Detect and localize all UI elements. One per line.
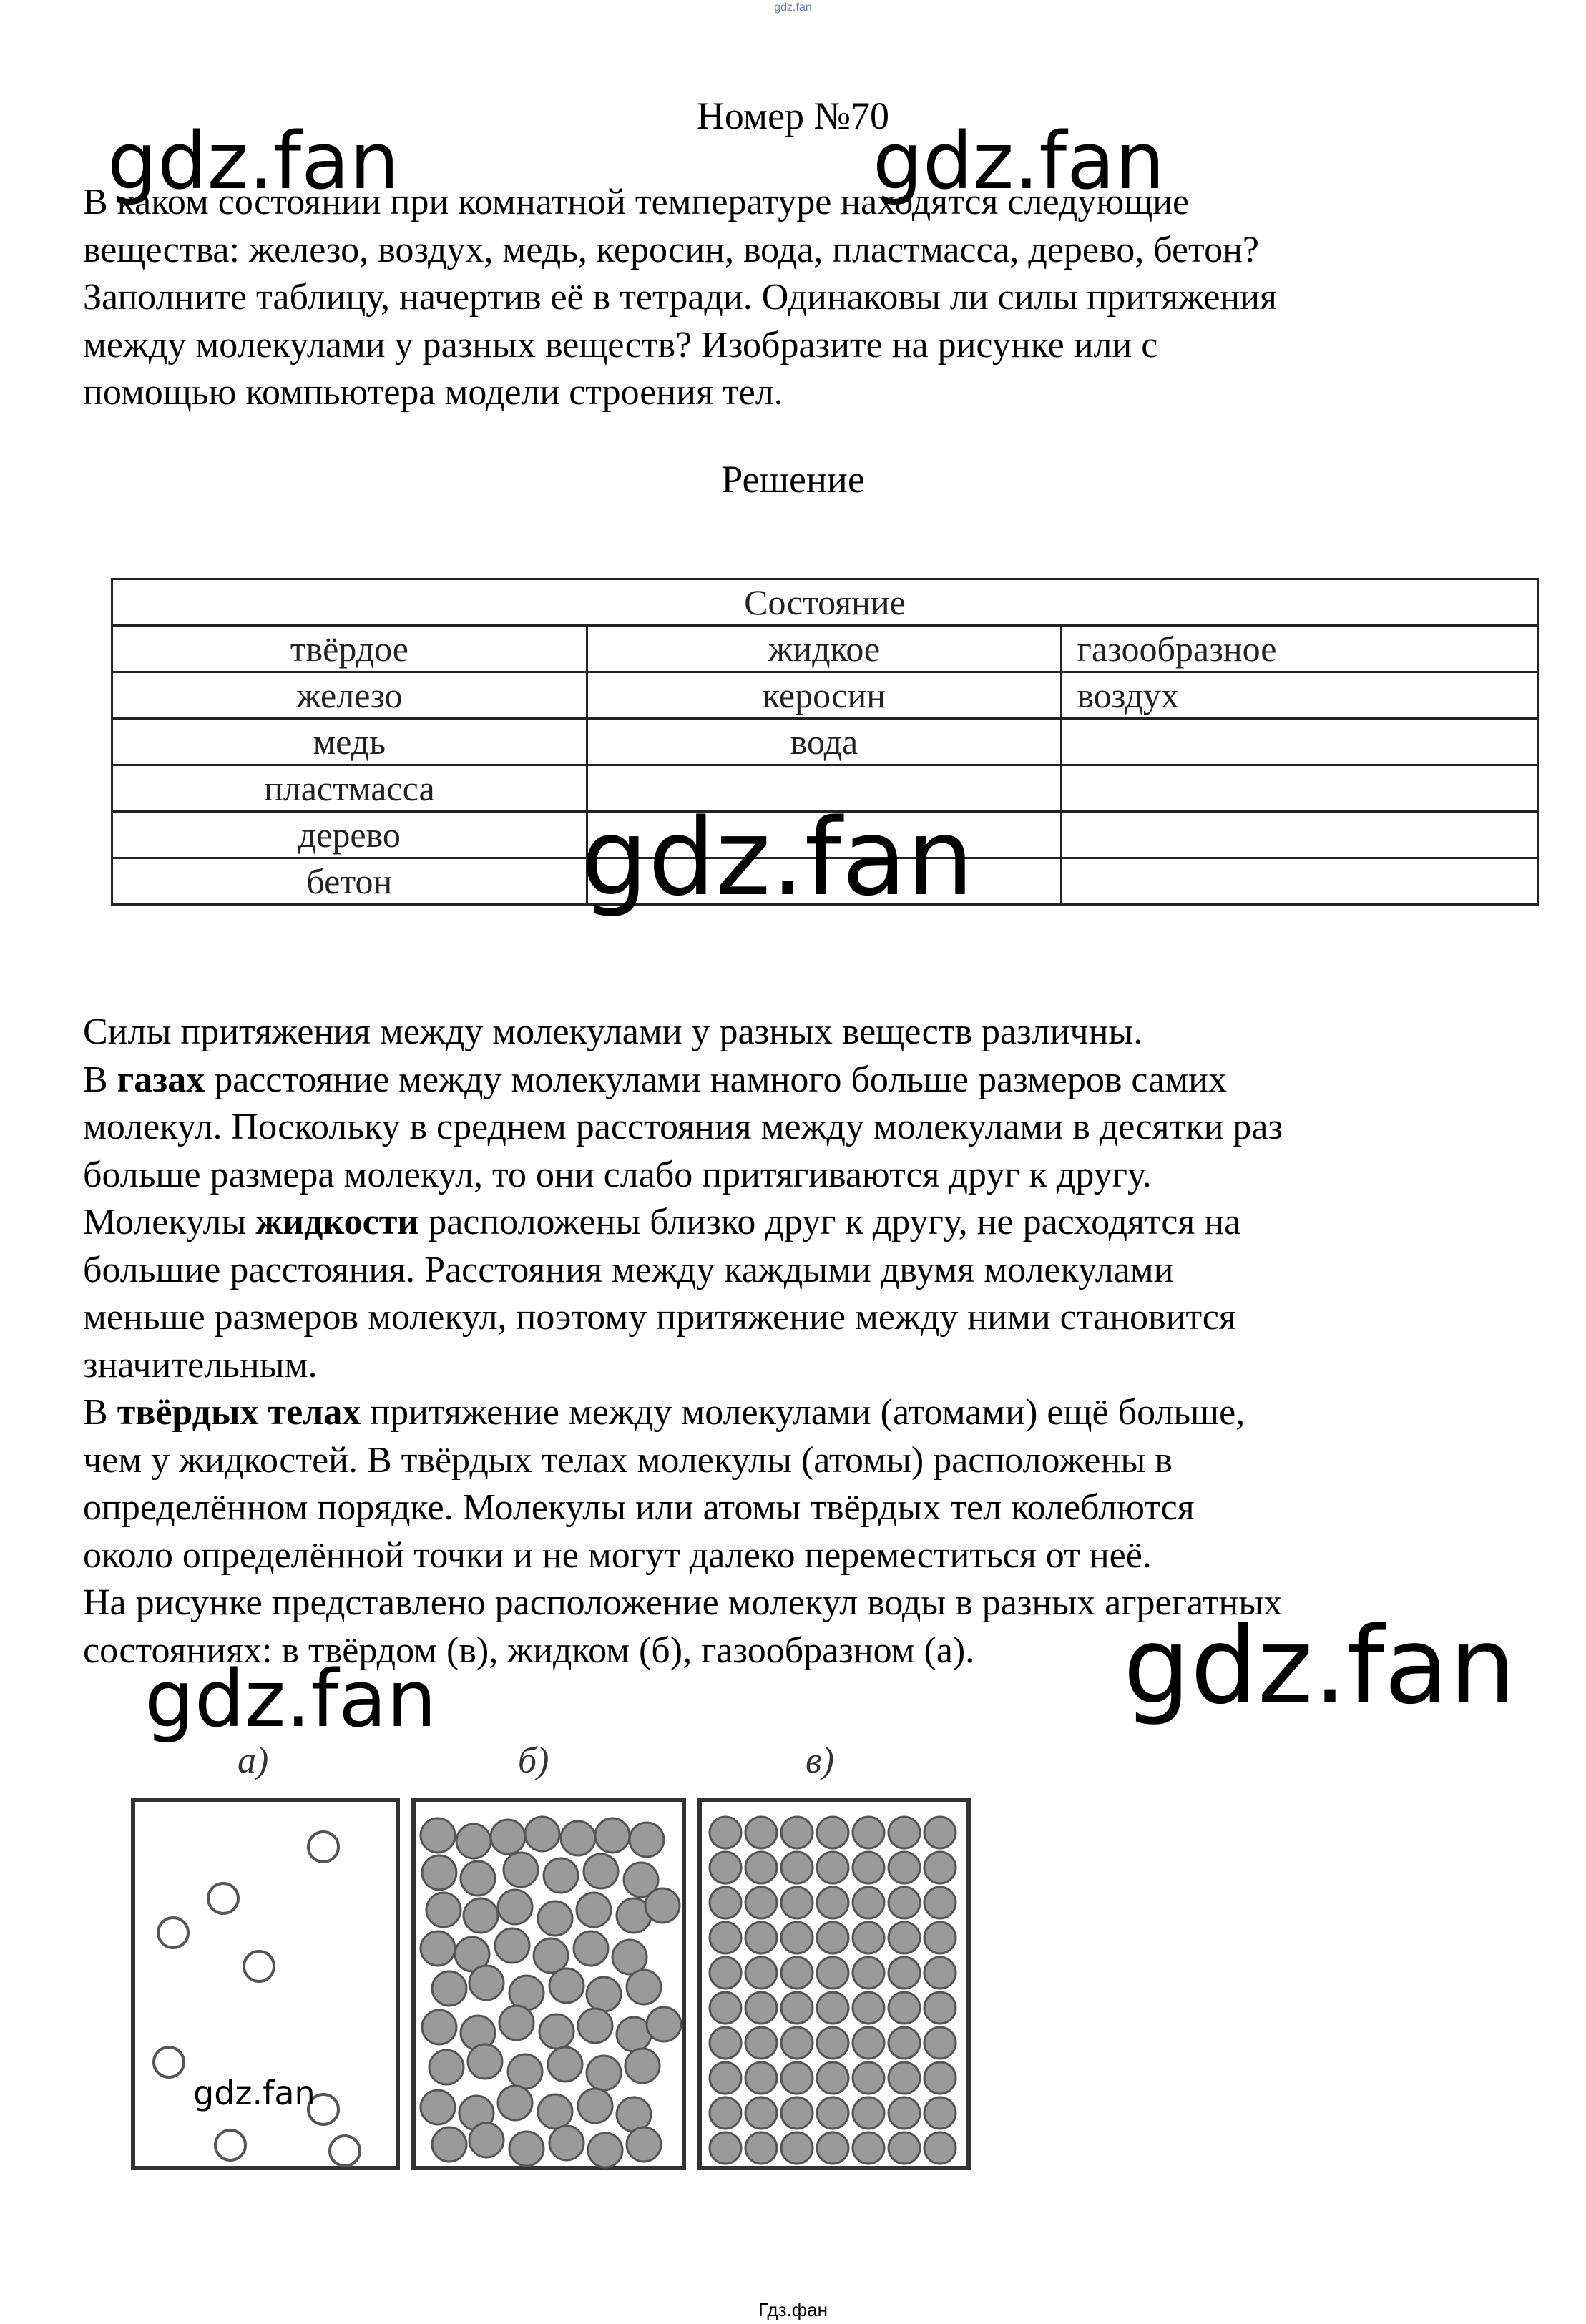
molecule: [781, 1992, 813, 2024]
molecule: [710, 1922, 741, 1953]
molecule: [781, 1887, 813, 1918]
molecule: [208, 1883, 238, 1913]
molecule: [627, 2127, 661, 2162]
molecule: [781, 2132, 813, 2164]
molecule: [817, 1817, 848, 1848]
molecule: [781, 2062, 813, 2094]
molecule: [889, 1992, 920, 2024]
top-watermark: gdz.fan: [774, 1, 812, 14]
table-row: [112, 672, 1538, 719]
molecule: [538, 1901, 572, 1936]
task-line: между молекулами у разных веществ? Изобразите на рисунке или с: [83, 324, 1158, 366]
table-cell: дерево: [112, 812, 587, 858]
solution-heading: Решение: [721, 458, 865, 501]
molecule: [495, 1928, 529, 1963]
molecule: [817, 2062, 848, 2094]
bottom-watermark: Гдз.фан: [758, 2299, 828, 2320]
molecule: [924, 2027, 956, 2059]
molecule: [853, 1887, 884, 1918]
watermark: gdz.fan: [193, 2074, 315, 2112]
molecule: [422, 2010, 456, 2044]
table-cell: [1062, 765, 1538, 812]
molecule: [548, 2047, 582, 2082]
molecule: [330, 2136, 360, 2166]
molecule: [745, 1957, 777, 1989]
answer-line: большие расстояния. Расстояния между каждыми двумя молекулами: [83, 1249, 1174, 1290]
molecule: [491, 1820, 525, 1854]
molecule: [745, 2132, 777, 2164]
molecule: [745, 2097, 777, 2129]
molecule: [817, 1957, 848, 1989]
molecule: [645, 1888, 680, 1923]
molecule: [630, 1823, 664, 1857]
molecule: [710, 2097, 741, 2129]
task-line: Заполните таблицу, начертив её в тетради. Одинаковы ли силы притяжения: [83, 277, 1277, 318]
task-line: вещества: железо, воздух, медь, керосин, вода, пластмасса, дерево, бетон?: [83, 229, 1259, 270]
table-cell: вода: [587, 719, 1062, 765]
molecule: [578, 2089, 612, 2123]
molecule: [469, 1966, 504, 2000]
molecule: [710, 1992, 741, 2024]
watermark: gdz.fan: [1123, 1604, 1517, 1727]
molecule: [421, 1818, 455, 1853]
molecule: [853, 2027, 884, 2059]
molecule: [924, 1957, 956, 1989]
molecule: [745, 1817, 777, 1848]
answer-line: около определённой точки и не могут далеко переместиться от неё.: [83, 1534, 1152, 1576]
molecule: [158, 1918, 188, 1948]
table-cell: бетон: [112, 858, 587, 905]
molecule: [924, 1887, 956, 1918]
molecule: [817, 2027, 848, 2059]
table-row: [112, 719, 1538, 765]
molecule: [889, 1817, 920, 1848]
molecule: [627, 1970, 661, 2004]
molecule: [508, 2054, 542, 2089]
molecule: [853, 2062, 884, 2094]
answer-line: молекул. Поскольку в среднем расстояния между молекулами в десятки раз: [83, 1107, 1283, 1147]
molecule: [853, 1922, 884, 1953]
molecule: [745, 2062, 777, 2094]
molecule: [817, 2132, 848, 2164]
molecule: [745, 1992, 777, 2024]
molecule: [561, 1821, 595, 1855]
table-cell: пластмасса: [112, 765, 587, 812]
table-cell: [1062, 858, 1538, 905]
molecule: [432, 2127, 466, 2162]
molecule: [924, 1817, 956, 1848]
column-header-gas: газообразное: [1062, 626, 1538, 672]
molecule: [889, 2097, 920, 2129]
answer-line: больше размера молекул, то они слабо притягиваются друг к другу.: [83, 1154, 1152, 1195]
molecule: [781, 2097, 813, 2129]
molecule: [745, 1852, 777, 1883]
molecule: [781, 2027, 813, 2059]
molecule: [710, 1852, 741, 1883]
molecule: [889, 1957, 920, 1989]
page-title: Номер №70: [696, 94, 890, 137]
molecule: [422, 1855, 456, 1890]
answer-line: чем у жидкостей. В твёрдых телах молекулы (атомы) расположены в: [83, 1439, 1173, 1481]
molecule: [432, 1971, 466, 2006]
table-cell: медь: [112, 719, 587, 765]
molecule: [817, 1922, 848, 1953]
molecule: [574, 1931, 608, 1966]
molecule: [509, 2132, 544, 2166]
watermark: gdz.fan: [145, 1653, 437, 1745]
molecule: [924, 2132, 956, 2164]
molecule: [889, 2027, 920, 2059]
molecule: [538, 2094, 572, 2129]
molecule: [745, 1887, 777, 1918]
molecule: [577, 1893, 611, 1927]
molecule: [817, 2097, 848, 2129]
table-cell: керосин: [587, 672, 1062, 719]
molecule: [549, 2126, 584, 2160]
table-cell: [1062, 812, 1538, 858]
molecule: [461, 1861, 495, 1896]
molecule: [647, 2007, 681, 2041]
molecule: [464, 1898, 498, 1933]
answer-line: В твёрдых телах притяжение между молекулами (атомами) ещё больше,: [83, 1392, 1245, 1433]
molecule: [584, 1854, 618, 1888]
molecule: [544, 1858, 578, 1893]
molecule: [889, 2062, 920, 2094]
molecule: [244, 1951, 274, 1981]
answer-line: состояниях: в твёрдом (в), жидком (б), газообразном (а).: [83, 1629, 975, 1671]
bold-term-gases: газах: [117, 1059, 205, 1100]
molecule: [853, 2097, 884, 2129]
molecule: [781, 1852, 813, 1883]
molecule: [817, 1992, 848, 2024]
molecule: [710, 2132, 741, 2164]
molecule: [456, 1824, 491, 1858]
molecule: [429, 2050, 464, 2084]
molecule: [781, 1957, 813, 1989]
molecule: [710, 2062, 741, 2094]
molecule: [215, 2130, 245, 2160]
watermark: gdz.fan: [873, 115, 1165, 207]
answer-line: определённом порядке. Молекулы или атомы твёрдых тел колеблются: [83, 1487, 1195, 1528]
molecule: [889, 1887, 920, 1918]
molecule: [525, 1817, 559, 1851]
molecule: [595, 1818, 630, 1853]
answer-text: [83, 1009, 1535, 1675]
molecule: [781, 1922, 813, 1953]
molecule: [154, 2047, 184, 2077]
molecule: [924, 2062, 956, 2094]
molecule: [469, 2123, 504, 2157]
molecule: [625, 2049, 660, 2083]
molecule: [578, 2009, 612, 2043]
molecule: [853, 1817, 884, 1848]
molecule: [781, 1817, 813, 1848]
watermark: gdz.fan: [581, 796, 974, 919]
figure-label-a: а): [238, 1740, 269, 1781]
molecule: [504, 1853, 538, 1887]
molecule: [889, 2132, 920, 2164]
molecule: [587, 2056, 621, 2090]
molecule: [308, 1832, 338, 1862]
figure-label-b: б): [518, 1740, 549, 1781]
molecule: [499, 2006, 534, 2040]
molecule: [924, 1922, 956, 1953]
column-header-liquid: жидкое: [587, 626, 1062, 672]
column-header-solid: твёрдое: [112, 626, 587, 672]
table-cell: железо: [112, 672, 587, 719]
molecule: [924, 2097, 956, 2129]
answer-line: В газах расстояние между молекулами намного больше размеров самих: [83, 1059, 1227, 1100]
molecule: [421, 2090, 455, 2124]
molecule: [588, 2133, 622, 2167]
molecule: [710, 2027, 741, 2059]
molecule: [710, 1887, 741, 1918]
bold-term-solids: твёрдых телах: [117, 1392, 361, 1433]
molecule: [853, 2132, 884, 2164]
molecule: [924, 1992, 956, 2024]
molecule: [426, 1893, 461, 1927]
table-cell: воздух: [1062, 672, 1538, 719]
figure-label-c: в): [806, 1740, 834, 1781]
task-line: помощью компьютера модели строения тел.: [83, 372, 783, 413]
molecule: [745, 1922, 777, 1953]
task-text: [83, 179, 1535, 417]
molecule: [889, 1852, 920, 1883]
task-line: В каком состоянии при комнатной температуре находятся следующие: [83, 182, 1190, 222]
molecule: [817, 1887, 848, 1918]
molecule: [539, 2014, 574, 2049]
answer-line: значительным.: [83, 1344, 318, 1386]
molecule: [817, 1852, 848, 1883]
table-row: [112, 626, 1538, 672]
molecule: [853, 1992, 884, 2024]
molecule: [710, 1957, 741, 1989]
molecule: [745, 2027, 777, 2059]
molecule: [468, 2044, 502, 2079]
molecule: [498, 1890, 532, 1924]
bold-term-liquid: жидкости: [255, 1202, 419, 1242]
gas-panel: [133, 1800, 398, 2168]
molecule: [853, 1852, 884, 1883]
table-cell: [1062, 719, 1538, 765]
answer-line: меньше размеров молекул, поэтому притяжение между ними становится: [83, 1297, 1236, 1338]
watermark: gdz.fan: [107, 115, 400, 207]
molecules-figure: [129, 1795, 973, 2175]
molecule: [853, 1957, 884, 1989]
molecule: [924, 1852, 956, 1883]
molecule: [889, 1922, 920, 1953]
molecule: [421, 1931, 455, 1966]
molecule: [587, 1977, 621, 2011]
molecule: [498, 2086, 532, 2120]
answer-line: Молекулы жидкости расположены близко друг к другу, не расходятся на: [83, 1202, 1241, 1242]
molecule: [534, 1938, 568, 1973]
molecule: [710, 1817, 741, 1848]
molecule: [549, 1968, 584, 2003]
answer-line: Силы притяжения между молекулами у разных веществ различны.: [83, 1011, 1143, 1052]
answer-line: На рисунке представлено расположение молекул воды в разных агрегатных: [83, 1582, 1283, 1623]
table-header: Состояние: [112, 579, 1538, 626]
